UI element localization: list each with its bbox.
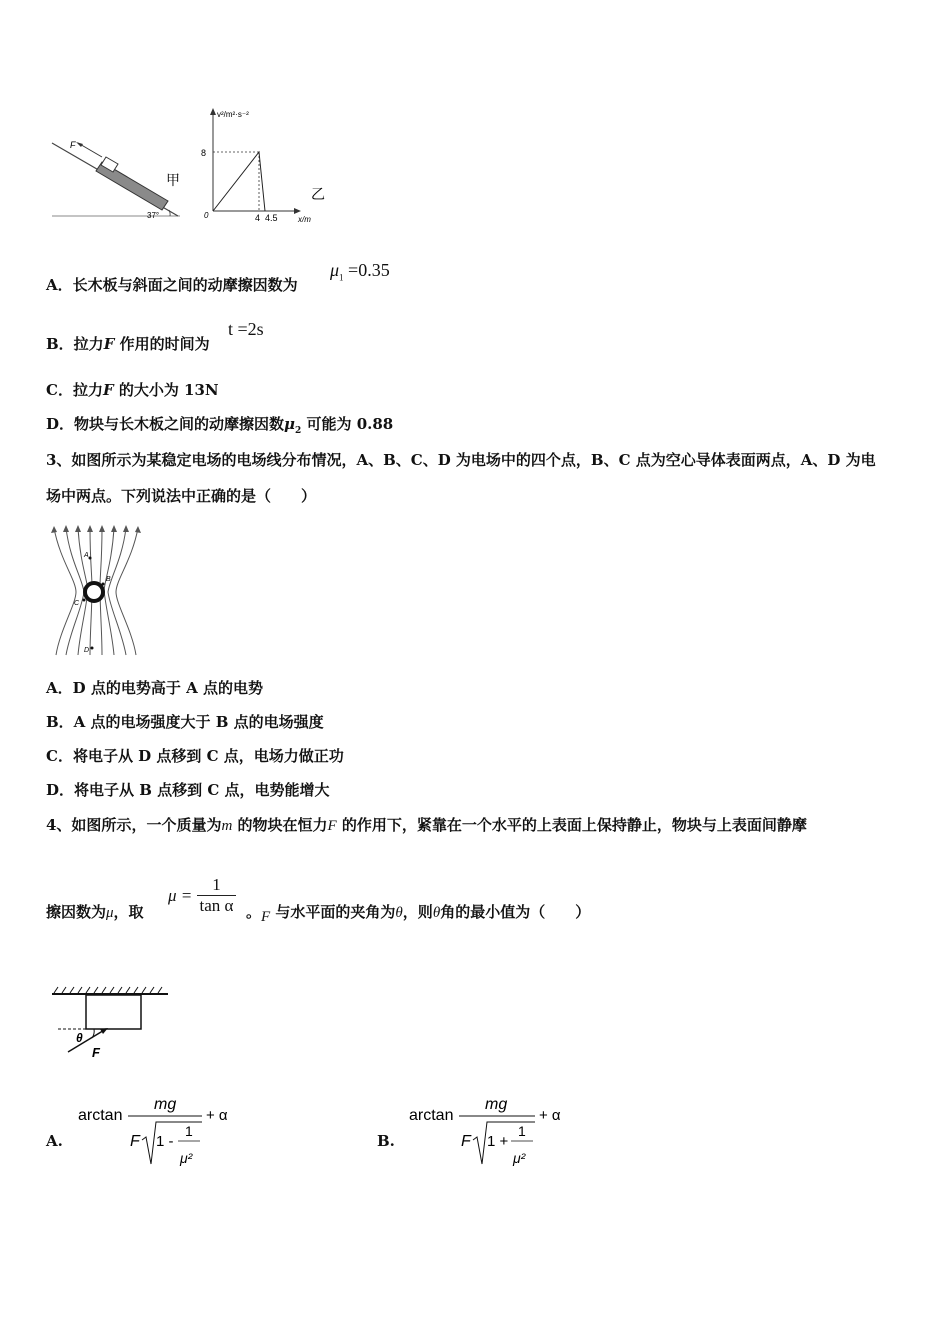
- svg-text:+ α: + α: [539, 1107, 561, 1124]
- block-ceiling-figure: [50, 982, 175, 1062]
- svg-text:+ α: + α: [206, 1107, 228, 1124]
- q2-option-b[interactable]: B．拉力F 作用的时间为 t =2s: [46, 319, 264, 353]
- svg-text:1: 1: [518, 1123, 526, 1139]
- q3-option-a[interactable]: A．D 点的电势高于 A 点的电势: [46, 679, 263, 697]
- q4-option-a[interactable]: A. arctan mg F 1 - 1 μ² + α: [46, 1090, 346, 1175]
- svg-text:μ²: μ²: [513, 1150, 526, 1166]
- electric-field-figure: [48, 520, 142, 660]
- q3-stem-line1: 3、如图所示为某稳定电场的电场线分布情况，A、B、C、D 为电场中的四个点，B、C 点为空心导体表面两点，A、D 为电: [46, 451, 876, 469]
- svg-text:arctan: arctan: [78, 1107, 123, 1124]
- v2-x-graph: [195, 105, 335, 230]
- svg-text:1 +: 1 +: [487, 1133, 509, 1150]
- svg-text:F: F: [461, 1133, 471, 1150]
- force-f-label: F: [92, 1045, 100, 1060]
- yi-label: 乙: [311, 186, 325, 202]
- svg-text:1: 1: [185, 1123, 193, 1139]
- force-label: F: [70, 140, 76, 150]
- q2-option-d[interactable]: D．物块与长木板之间的动摩擦因数$\mu_2$ 可能为 0.88: [46, 415, 394, 436]
- q2-option-c[interactable]: C．拉力F 的大小为 13N: [46, 381, 219, 399]
- q3-option-d[interactable]: D．将电子从 B 点移到 C 点，电势能增大: [46, 781, 330, 799]
- point-d-label: D: [84, 647, 90, 654]
- x-axis-label: x/m: [298, 215, 311, 224]
- svg-text:arctan: arctan: [409, 1107, 454, 1124]
- q3-option-c[interactable]: C．将电子从 D 点移到 C 点，电场力做正功: [46, 747, 344, 765]
- origin: 0: [204, 211, 209, 220]
- q2-option-a[interactable]: A．长木板与斜面之间的动摩擦因数为 $\mu_1 =0.35$: [46, 260, 390, 294]
- angle-label: 37°: [147, 211, 160, 220]
- x-tick-4: 4: [255, 213, 261, 223]
- svg-text:mg: mg: [154, 1096, 177, 1113]
- jia-label: 甲: [166, 172, 180, 188]
- svg-text:F: F: [130, 1133, 140, 1150]
- formula-b: [405, 1090, 605, 1172]
- mu-equation: μ = $\frac{1}{\text{tan α}}$: [168, 875, 236, 916]
- svg-text:1 -: 1 -: [156, 1133, 174, 1150]
- point-b-label: B: [106, 576, 111, 583]
- q4-option-b[interactable]: B. arctan mg F 1 + 1 μ² + α: [377, 1090, 677, 1175]
- theta-label: θ: [76, 1031, 83, 1045]
- q4-stem-line2-rest: 。F 与水平面的夹角为θ，则θ角的最小值为（ ）: [246, 903, 591, 925]
- q4-stem-line2: 擦因数为μ，取: [46, 903, 144, 921]
- y-axis-label: v²/m²·s⁻²: [217, 110, 249, 119]
- point-c-label: C: [74, 600, 80, 607]
- svg-text:mg: mg: [485, 1096, 508, 1113]
- x-tick-4-5: 4.5: [265, 213, 278, 223]
- svg-text:μ²: μ²: [180, 1150, 193, 1166]
- q3-option-b[interactable]: B．A 点的电场强度大于 B 点的电场强度: [46, 713, 324, 731]
- q4-stem-line1: 4、如图所示，一个质量为m 的物块在恒力F 的作用下，紧靠在一个水平的上表面上保持静止，物块与上表面间静摩: [46, 816, 807, 834]
- point-a-label: A: [84, 552, 89, 559]
- y-tick: 8: [201, 148, 207, 158]
- formula-a: [74, 1090, 274, 1172]
- q3-stem-line2: 场中两点。下列说法中正确的是（ ）: [46, 487, 317, 505]
